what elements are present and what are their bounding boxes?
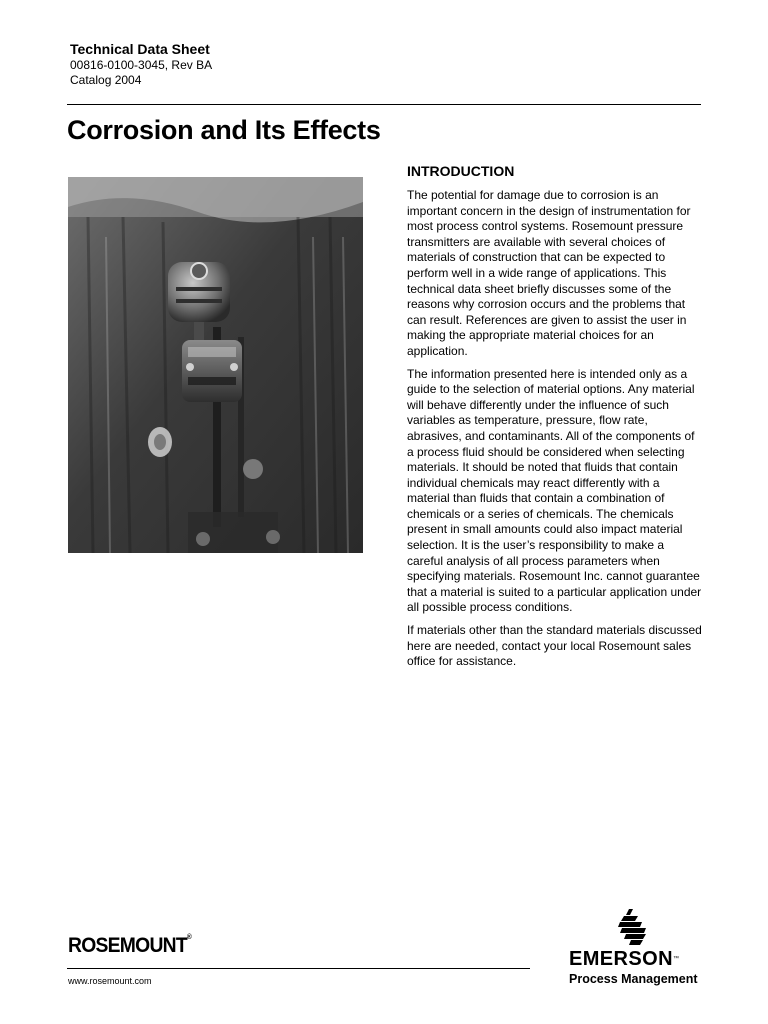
emerson-logo-text (569, 947, 679, 971)
introduction-heading: INTRODUCTION (407, 163, 515, 179)
doc-type: Technical Data Sheet (70, 41, 210, 57)
rosemount-logo-text: ROSEMOUNT (68, 934, 187, 957)
intro-paragraph-2: The information presented here is intended only as a guide to the selection of material options. Any material will behave differently under the influence of such variables as temperature, pressure, flow rate, abrasives, and contaminants. All of the components of a process fluid should be considered when selecting materials. It should be noted that fluids that contain individual chemicals may react differently with a material than fluids that contain a combination of chemicals or a series of chemicals. The chemicals present in small amounts could also impact material selection. It is the user’s responsibility to make a careful analysis of all process parameters when specifying materials. Rosemount Inc. cannot guarantee that a material is suited to a particular application under all possible process conditions. (407, 366, 702, 615)
transmitter-photo-illustration (68, 177, 363, 553)
emerson-name: EMERSON (569, 948, 673, 970)
catalog-label: Catalog 2004 (70, 73, 142, 87)
introduction-section (407, 162, 703, 677)
rosemount-logo (68, 934, 192, 958)
page-title: Corrosion and Its Effects (67, 115, 381, 145)
transmitter-photo (68, 177, 363, 553)
emerson-trademark: ™ (672, 956, 680, 962)
header-divider (67, 104, 701, 105)
intro-paragraph-3: If materials other than the standard materials discussed here are needed, contact your local Rosemount sales office for assistance. (407, 623, 702, 669)
doc-id: 00816-0100-3045, Rev BA (70, 58, 213, 72)
document-header (70, 40, 212, 88)
footer-divider (67, 968, 530, 969)
rosemount-trademark: ® (186, 934, 192, 941)
website-link[interactable]: www.rosemount.com (68, 976, 152, 986)
emerson-tagline: Process Management (569, 972, 698, 986)
emerson-stacked-bars-icon (616, 909, 650, 952)
intro-paragraph-1: The potential for damage due to corrosion is an important concern in the design of instrumentation for most process control systems. Rosemount pressure transmitters are available with several choices of materials of construction that can be expected to perform well in a wide range of applications. This technical data sheet briefly discusses some of the reasons why corrosion occurs and the problems that can result. References are given to assist the user in making the appropriate material choices for an application. (407, 188, 691, 358)
